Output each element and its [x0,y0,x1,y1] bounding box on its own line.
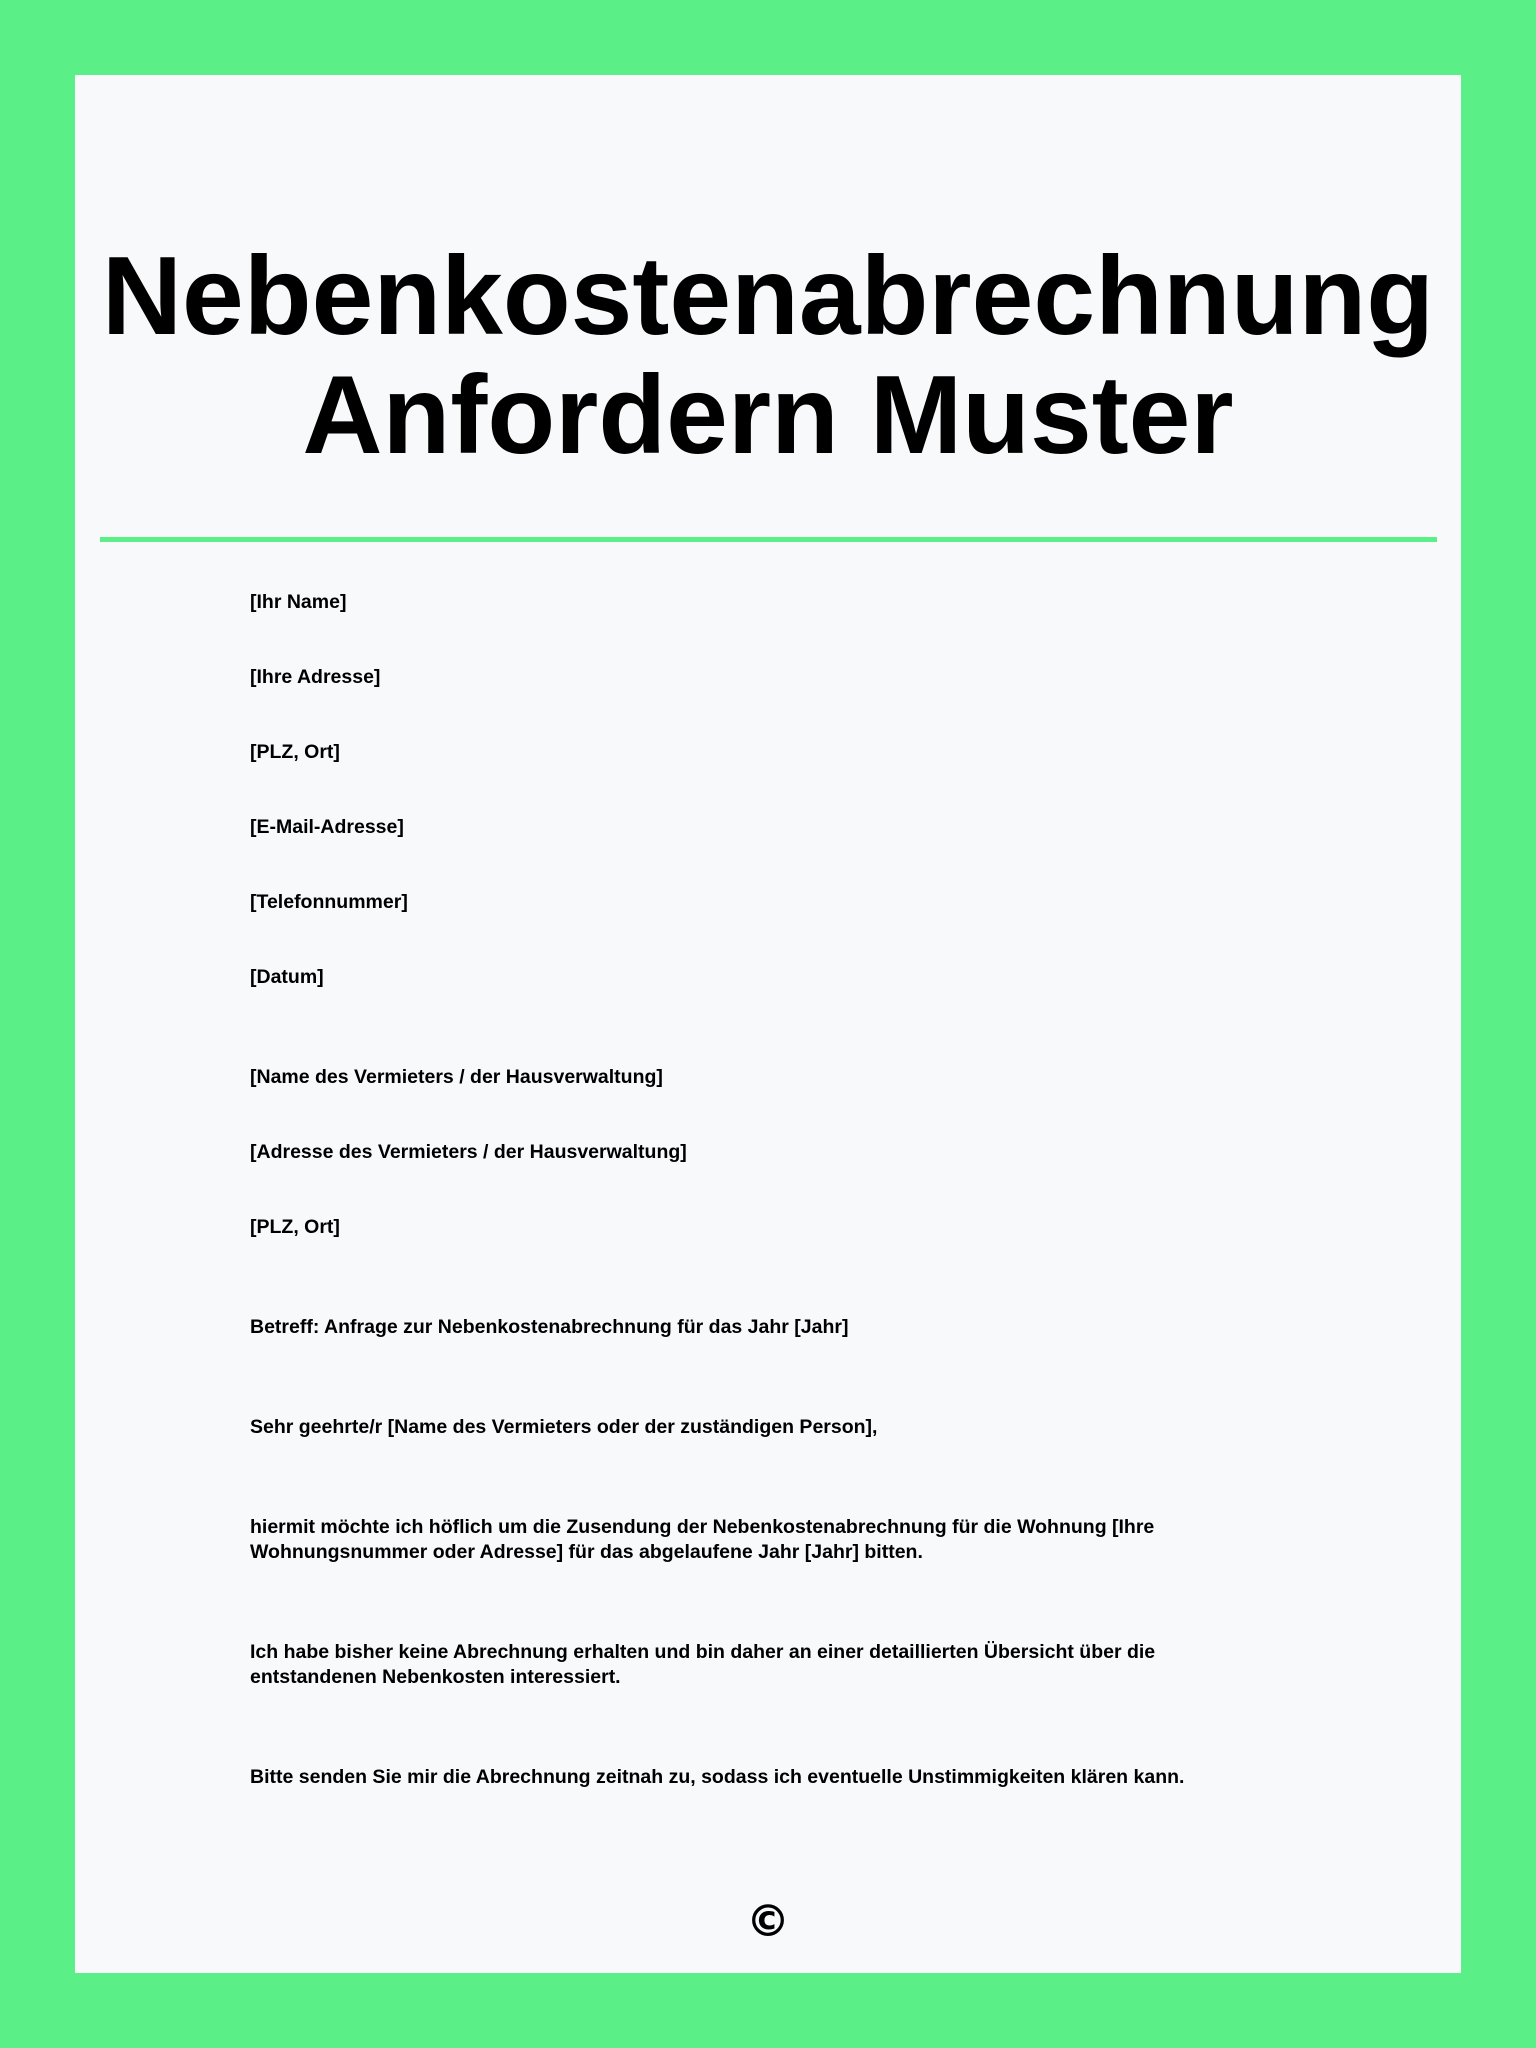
body-paragraph-2-line-1: Ich habe bisher keine Abrechnung erhalten und bin daher an einer detaillierten Übersicht über die [250,1641,1156,1663]
copyright-icon: © [746,1896,790,1947]
letter-salutation: Sehr geehrte/r [Name des Vermieters oder der zuständigen Person], [250,1416,878,1438]
recipient-postal-city: [PLZ, Ort] [250,1216,340,1238]
body-paragraph-1-line-1: hiermit möchte ich höflich um die Zusendung der Nebenkostenabrechnung für die Wohnung [Ihre [250,1516,1155,1538]
sender-postal-city: [PLZ, Ort] [250,741,340,763]
document-page [75,75,1461,1973]
sender-address: [Ihre Adresse] [250,666,381,688]
letter-subject: Betreff: Anfrage zur Nebenkostenabrechnung für das Jahr [Jahr] [250,1316,849,1338]
body-paragraph-2-line-2: entstandenen Nebenkosten interessiert. [250,1666,621,1688]
recipient-name: [Name des Vermieters / der Hausverwaltung] [250,1066,663,1088]
sender-email: [E-Mail-Adresse] [250,816,404,838]
sender-phone: [Telefonnummer] [250,891,408,913]
title-divider [100,537,1437,542]
body-paragraph-1-line-2: Wohnungsnummer oder Adresse] für das abgelaufene Jahr [Jahr] bitten. [250,1541,923,1563]
page-title [75,234,1461,477]
body-paragraph-1 [250,1515,1250,1565]
body-paragraph-3: Bitte senden Sie mir die Abrechnung zeitnah zu, sodass ich eventuelle Unstimmigkeiten klären kann. [250,1766,1185,1788]
title-line-2: Anfordern Muster [302,353,1234,477]
body-paragraph-2 [250,1640,1250,1690]
title-line-1: Nebenkostenabrechnung [101,234,1435,358]
recipient-address: [Adresse des Vermieters / der Hausverwaltung] [250,1141,687,1163]
letter-date: [Datum] [250,966,324,988]
sender-name: [Ihr Name] [250,591,347,613]
